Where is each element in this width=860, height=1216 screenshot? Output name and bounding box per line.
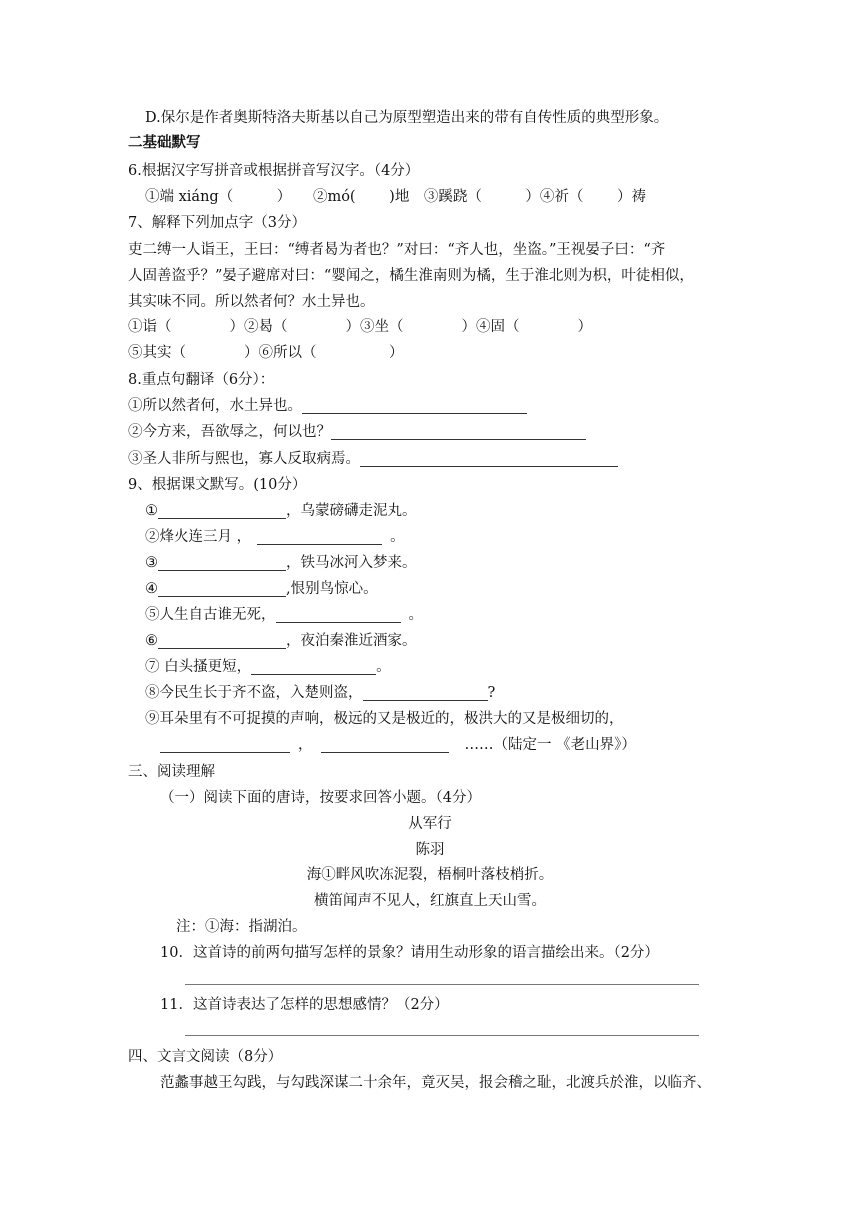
q9-item-5-end: 。 <box>408 607 423 623</box>
q9-item-7 <box>145 657 391 677</box>
q9-item-3-prefix: ③ <box>145 555 158 571</box>
q8-sentence-1 <box>128 396 527 416</box>
q7-passage-line-3: 其实味不同。所以然者何？水土异也。 <box>128 294 375 310</box>
q9-item-6 <box>145 631 417 651</box>
section-3-title: 三、阅读理解 <box>128 764 215 780</box>
q9-item-2-end: 。 <box>390 529 405 545</box>
q9-item-9-comma: ， <box>298 737 313 753</box>
q8-answer-blank-2[interactable] <box>331 423 586 440</box>
option-d: D.保尔是作者奥斯特洛夫斯基以自己为原型塑造出来的带有自传性质的典型形象。 <box>145 110 669 126</box>
poem-line-2: 横笛闻声不见人，红旗直上天山雪。 <box>314 893 546 909</box>
q7-passage-line-1: 吏二缚一人诣王，王曰：“缚者曷为者也？”对曰：“齐人也，坐盗。”王视晏子曰：“齐 <box>128 242 666 258</box>
question-10: 10．这首诗的前两句描写怎样的景象？请用生动形象的语言描绘出来。（2分） <box>160 945 659 961</box>
q9-item-6-text: ，夜泊秦淮近酒家。 <box>286 633 417 649</box>
q9-item-5-text: ⑤人生自古谁无死， <box>145 607 276 623</box>
question-9: 9、根据课文默写。(10分） <box>128 477 307 493</box>
question-11: 11．这首诗表达了怎样的思想感情？（2分） <box>160 997 449 1013</box>
q8-sentence-1-text: ①所以然者何，水土异也。 <box>128 398 302 414</box>
q9-item-3-text: ，铁马冰河入梦来。 <box>286 555 417 571</box>
q11-answer-line[interactable] <box>185 1035 699 1036</box>
q9-blank-5[interactable] <box>276 606 401 623</box>
q9-blank-3[interactable] <box>158 554 286 571</box>
q9-item-4-text: ,恨别鸟惊心。 <box>286 581 378 597</box>
q9-item-6-prefix: ⑥ <box>145 633 158 649</box>
question-8: 8.重点句翻译（6分）： <box>128 372 275 388</box>
q8-answer-blank-1[interactable] <box>302 397 527 414</box>
section-2-title: 二基础默写 <box>128 134 201 151</box>
poem-title: 从军行 <box>408 816 452 832</box>
q8-sentence-2 <box>128 422 586 442</box>
q9-blank-6[interactable] <box>158 632 286 649</box>
q7-items-row-1: ①诣（ ）②曷（ ）③坐（ ）④固（ ） <box>128 319 592 335</box>
q8-sentence-3-text: ③圣人非所与熙也，寡人反取病焉。 <box>128 451 360 467</box>
q9-item-8-end: ? <box>487 685 496 701</box>
q9-blank-8[interactable] <box>363 684 488 701</box>
poem-line-1: 海①畔风吹冻泥裂，梧桐叶落枝梢折。 <box>306 867 554 883</box>
q9-item-9-source: ……（陆定一 《老山界》） <box>464 737 636 753</box>
q9-blank-4[interactable] <box>158 580 286 597</box>
q9-item-4 <box>145 579 378 599</box>
q9-blank-7[interactable] <box>251 658 376 675</box>
poem-author: 陈羽 <box>415 842 445 858</box>
q10-answer-line[interactable] <box>185 984 699 985</box>
q9-blank-1[interactable] <box>158 502 286 519</box>
q9-item-9-blanks <box>160 735 636 755</box>
q9-item-2 <box>145 527 405 547</box>
question-6: 6.根据汉字写拼音或根据拼音写汉字。（4分） <box>128 163 420 179</box>
q7-passage-line-2: 人固善盗乎？”晏子避席对曰：“婴闻之，橘生淮南则为橘，生于淮北则为枳，叶徒相似， <box>128 268 694 284</box>
section-4-title: 四、文言文阅读（8分） <box>128 1049 283 1065</box>
poem-note: 注：①海：指湖泊。 <box>176 919 307 935</box>
q9-item-7-text: ⑦ 白头搔更短， <box>145 659 252 675</box>
q9-item-3 <box>145 553 417 573</box>
q8-sentence-3 <box>128 449 618 469</box>
q9-item-1-text: ，乌蒙磅礴走泥丸。 <box>286 503 417 519</box>
q9-item-9: ⑨耳朵里有不可捉摸的声响，极远的又是极近的，极洪大的又是极细切的， <box>145 711 624 727</box>
section-4-passage-line-1: 范蠡事越王勾践，与勾践深谋二十余年，竟灭吴，报会稽之耻，北渡兵於淮，以临齐、 <box>160 1075 711 1091</box>
q8-answer-blank-3[interactable] <box>360 450 618 467</box>
q7-items-row-2: ⑤其实（ ）⑥所以（ ） <box>128 345 404 361</box>
question-6-items: ①端 xiáng（ ） ②mó( )地 ③蹊跷（ ）④祈（ ）祷 <box>145 189 646 205</box>
q9-blank-9b[interactable] <box>321 736 449 753</box>
q9-item-8 <box>145 683 495 703</box>
q9-item-1 <box>145 501 417 521</box>
q9-item-8-text: ⑧今民生长于齐不盗，入楚则盗， <box>145 685 363 701</box>
q8-sentence-2-text: ②今方来，吾欲辱之，何以也？ <box>128 424 331 440</box>
q9-item-2-text: ②烽火连三月 ， <box>145 529 252 545</box>
q9-blank-9a[interactable] <box>160 736 290 753</box>
q9-item-7-end: 。 <box>376 659 391 675</box>
q9-item-5 <box>145 605 423 625</box>
question-7: 7、解释下列加点字（3分） <box>128 215 306 231</box>
q9-item-1-prefix: ① <box>145 503 158 519</box>
section-3-intro: （一）阅读下面的唐诗，按要求回答小题。（4分） <box>160 790 481 806</box>
q9-blank-2[interactable] <box>257 528 382 545</box>
q9-item-4-prefix: ④ <box>145 581 158 597</box>
